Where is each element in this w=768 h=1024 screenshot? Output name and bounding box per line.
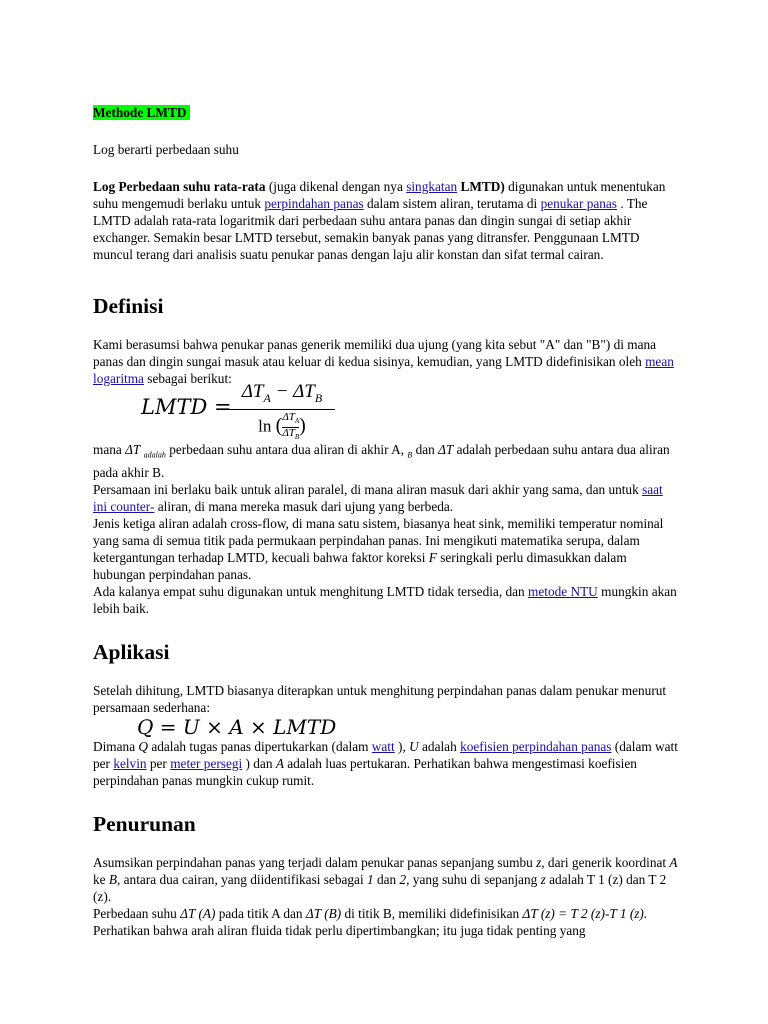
text: yang suhu di sepanjang [409,871,541,887]
subscript: adalah [143,450,166,460]
link-koefisien-perpindahan-panas[interactable]: koefisien perpindahan panas [460,738,612,754]
text: dalam sistem aliran, terutama di [363,196,541,211]
link-metode-ntu[interactable]: metode NTU [528,583,598,599]
link-meter-persegi[interactable]: meter persegi [170,755,243,771]
text: di titik B, memiliki didefinisikan [341,905,523,921]
var-1: 1 [366,871,374,887]
var-z: z [540,871,546,887]
link-perpindahan-panas[interactable]: perpindahan panas [264,196,364,211]
text: aliran, di mana mereka masuk dari ujung yang berbeda. [154,498,454,514]
formula-lhs: LMTD = [141,395,232,419]
heading-definisi: Definisi [93,294,164,318]
text: Asumsikan perpindahan panas yang terjadi dalam penukar panas sepanjang sumbu [93,854,537,870]
var-z: z, [536,854,545,870]
lmtd-formula [141,381,678,442]
text: perbedaan suhu antara dua aliran di akhir A, [165,442,408,457]
heading-aplikasi: Aplikasi [93,639,170,664]
heading-penurunan: Penurunan [93,811,196,836]
text: dari generik koordinat [544,854,670,870]
text: per [146,755,171,771]
text: dan [373,871,400,887]
text: digunakan untuk menentukan suhu mengemudi berlaku untuk [93,179,666,211]
text: (dalam watt per [93,738,678,771]
definisi-paragraph-4 [93,515,678,583]
text: Jenis ketiga aliran adalah cross-flow, di mana satu sistem, biasanya heat sink, memiliki temperatur nominal yang sama di semua titik pada permukaan perpindahan panas. Ini mengikuti matematika serupa, dalam ketergantungan terhadap LMTD, kecuali bahwa faktor koreksi [93,515,664,565]
heat-transfer-formula: Q = U × A × LMTD [137,714,337,739]
var-2: 2, [399,871,410,887]
link-watt[interactable]: watt [371,738,395,754]
text: adalah T 1 (z) dan T 2 (z). [93,871,667,904]
link-penukar-panas[interactable]: penukar panas [540,196,617,211]
text: mungkin akan lebih baik. [93,583,677,616]
formula-denominator: ln ( $\Delta T_A$ $\Delta T_B$ ) [258,410,306,442]
text: adalah [418,738,461,754]
delta-t: ΔT [438,442,454,457]
definisi-paragraph-5 [93,583,678,617]
definisi-paragraph-1 [93,336,678,387]
penurunan-paragraph-2 [93,905,678,922]
text: ), [394,738,410,754]
link-kelvin[interactable]: kelvin [113,755,147,771]
var-a: A [275,755,284,771]
text: Dimana [93,738,139,754]
var-u: U [409,738,419,754]
intro-line: Log berarti perbedaan suhu [93,142,239,157]
var-a: A [669,854,678,870]
document-content [93,104,678,939]
text: Ada kalanya empat suhu digunakan untuk menghitung LMTD tidak tersedia, dan [93,583,528,599]
text: mana [93,442,126,457]
text: adalah luas pertukaran. Perhatikan bahwa mengestimasi koefisien perpindahan panas mungkin cukup rumit. [93,755,637,788]
delta-t-expression: ΔT (z) = T 2 (z)-T 1 (z). [522,905,648,921]
text: sebagai berikut: [143,371,232,386]
factor-f: F [428,549,437,565]
aplikasi-paragraph-2 [93,738,678,789]
subscript: B [407,450,413,460]
link-mean-logaritma[interactable]: mean logaritma [93,354,674,386]
formula-numerator: $\Delta T_A - \Delta T_B$ [229,383,335,410]
delta-t-b: ΔT (B) [305,905,342,921]
definisi-paragraph-2 [93,441,678,481]
var-b: B, [108,871,121,887]
link-saat-ini-counter[interactable]: saat ini counter- [93,481,663,514]
text: dan [412,442,439,457]
text: Persamaan ini berlaku baik untuk aliran paralel, di mana aliran masuk dari akhir yang sama, dan untuk [93,481,643,497]
text: ) dan [242,755,276,771]
text: adalah tugas panas dipertukarkan (dalam [148,738,372,754]
intro-paragraph [93,178,678,263]
text: seringkali perlu dimasukkan dalam hubungan perpindahan panas. [93,549,627,582]
delta-t: ΔT [125,442,141,457]
delta-t-a: ΔT (A) [180,905,216,921]
penurunan-paragraph-1 [93,854,678,905]
text: ke [93,871,109,887]
penurunan-paragraph-3: Perhatikan bahwa arah aliran fluida tidak perlu dipertimbangkan; itu juga tidak penting yang [93,922,586,938]
text: antara dua cairan, yang diidentifikasi sebagai [120,871,367,887]
text: pada titik A dan [215,905,306,921]
title-highlight: Methode LMTD [93,105,190,120]
ln-text: ln [258,416,272,436]
text: Kami berasumsi bahwa penukar panas generik memiliki dua ujung (yang kita sebut "A" dan "B") di mana panas dan dingin sungai masuk atau keluar di kedua sisinya, kemudian, yang LMTD didefinisikan oleh [93,337,657,369]
var-q: Q [138,738,149,754]
text: Perbedaan suhu [93,905,181,921]
bold-term: Log Perbedaan suhu rata-rata [93,179,266,194]
text: (juga dikenal dengan nya [265,179,407,194]
formula-fraction [229,383,335,443]
link-singkatan[interactable]: singkatan [406,179,458,194]
text: . The LMTD adalah rata-rata logaritmik dari perbedaan suhu antara panas dan dingin sungai di setiap akhir exchanger. Semakin besar LMTD tersebut, semakin banyak panas yang ditransfer. Penggunaan LMTD muncul terang dari analisis suatu penukar panas dengan laju alir konstan dan sifat termal cairan. [93,196,648,262]
definisi-paragraph-3 [93,481,678,515]
text: adalah perbedaan suhu antara dua aliran pada akhir B. [93,442,670,480]
aplikasi-paragraph-1: Setelah dihitung, LMTD biasanya diterapkan untuk menghitung perpindahan panas dalam penukar menurut persamaan sederhana: [93,682,667,715]
bold-abbr: LMTD) [457,179,505,194]
